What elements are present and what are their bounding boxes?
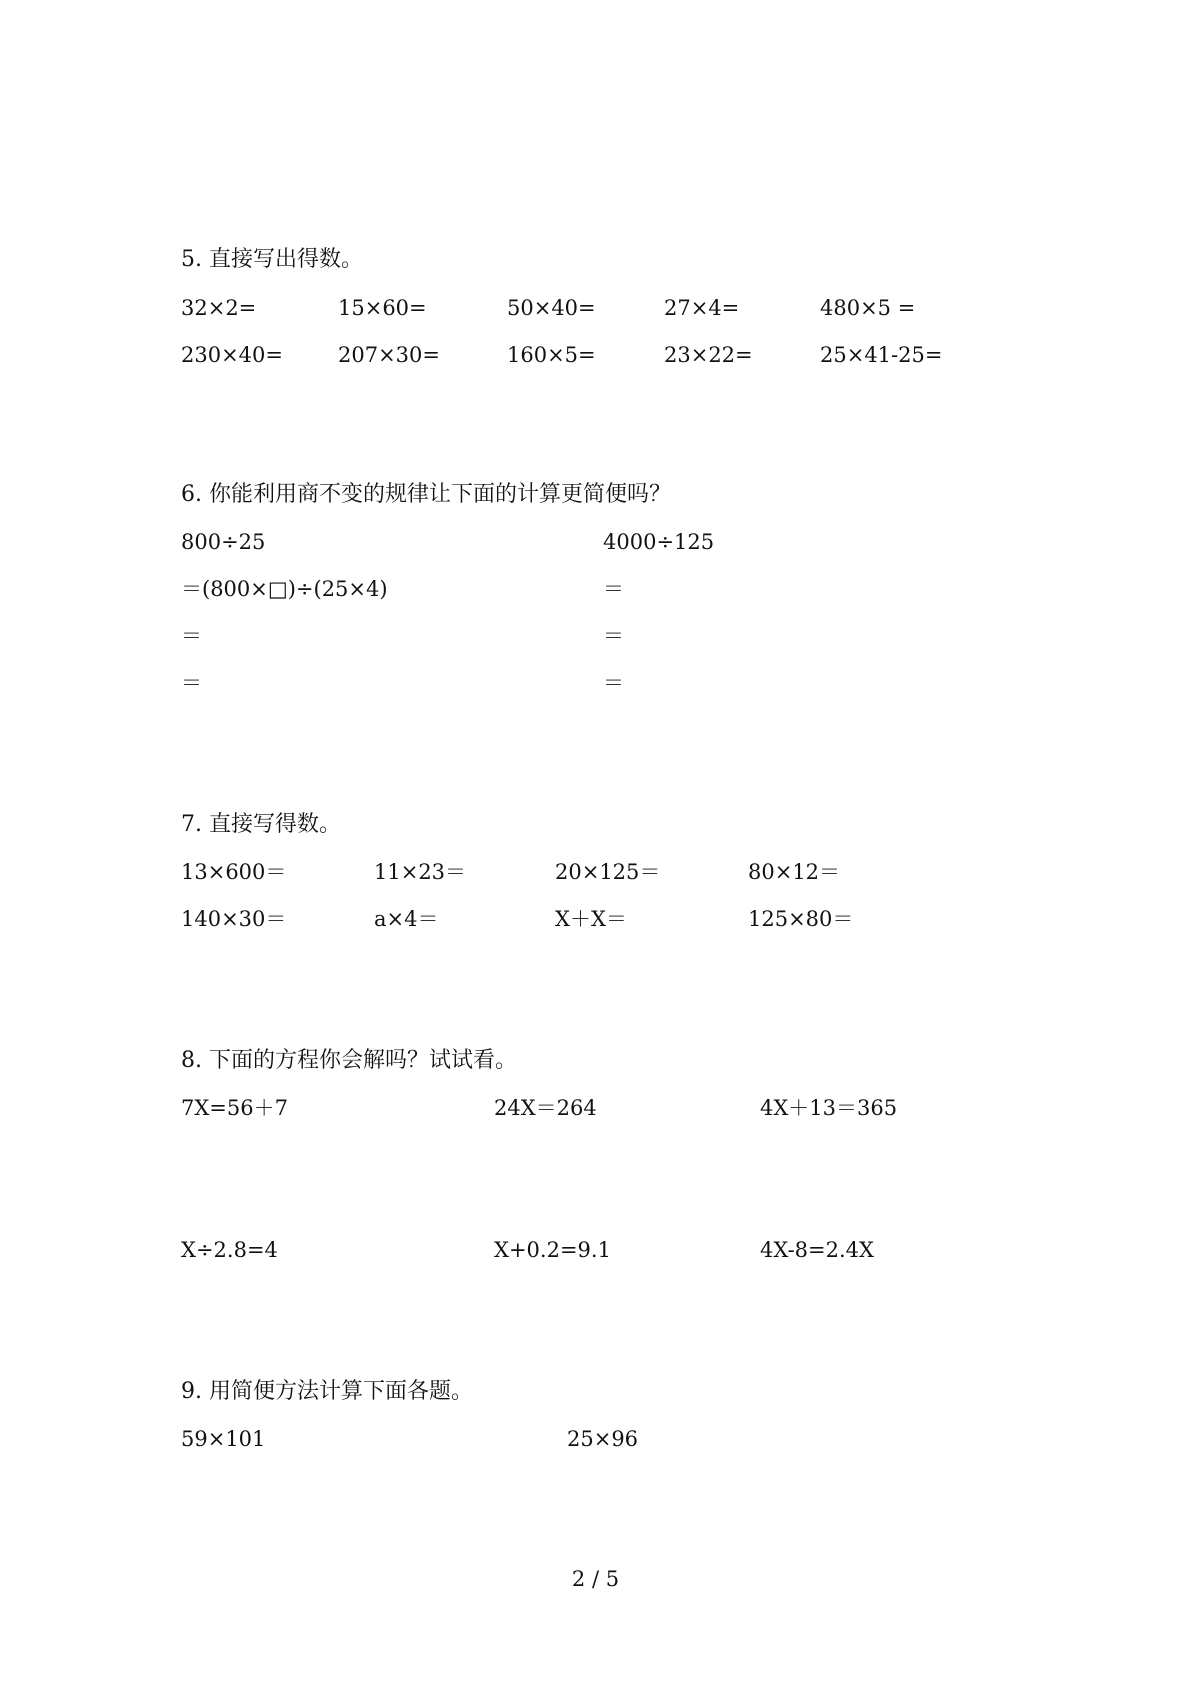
q6-right-step: ＝	[603, 671, 624, 695]
q9-item: 25×96	[567, 1427, 639, 1451]
q5-item: 207×30=	[338, 343, 440, 367]
q8-equation: 7X=56＋7	[181, 1096, 288, 1120]
q6-left-step: 800÷25	[181, 530, 266, 554]
page-number: 2 / 5	[571, 1567, 620, 1591]
q6-left-step: ＝	[181, 671, 202, 695]
q9-item: 59×101	[181, 1427, 266, 1451]
question-5-title: 5. 直接写出得数。	[181, 247, 363, 272]
q6-left-step: ＝	[181, 624, 202, 648]
q7-item: a×4＝	[374, 907, 439, 931]
q7-item: 140×30＝	[181, 907, 287, 931]
q6-right-step: ＝	[603, 577, 624, 601]
q8-equation: 4X-8=2.4X	[760, 1238, 874, 1262]
q5-item: 15×60=	[338, 296, 427, 320]
q5-item: 32×2=	[181, 296, 257, 320]
q7-item: 125×80＝	[748, 907, 854, 931]
q7-item: 11×23＝	[374, 860, 467, 884]
q5-item: 480×5 =	[820, 296, 916, 320]
q6-right-step: ＝	[603, 624, 624, 648]
q8-equation: 4X＋13＝365	[760, 1096, 898, 1120]
question-9-title: 9. 用简便方法计算下面各题。	[181, 1379, 473, 1404]
question-7-title: 7. 直接写得数。	[181, 812, 341, 837]
q5-item: 160×5=	[507, 343, 596, 367]
q5-item: 27×4=	[664, 296, 740, 320]
q7-item: 20×125＝	[555, 860, 661, 884]
q5-item: 23×22=	[664, 343, 753, 367]
q6-left-step: ＝(800×□)÷(25×4)	[181, 577, 388, 601]
q7-item: X＋X＝	[555, 907, 627, 931]
q8-equation: X÷2.8=4	[181, 1238, 278, 1262]
q5-item: 25×41-25=	[820, 343, 943, 367]
q8-equation: X+0.2=9.1	[494, 1238, 611, 1262]
q6-right-step: 4000÷125	[603, 530, 715, 554]
q7-item: 80×12＝	[748, 860, 841, 884]
q5-item: 50×40=	[507, 296, 596, 320]
q5-item: 230×40=	[181, 343, 283, 367]
q8-equation: 24X＝264	[494, 1096, 597, 1120]
question-8-title: 8. 下面的方程你会解吗？试试看。	[181, 1048, 517, 1073]
q7-item: 13×600＝	[181, 860, 287, 884]
question-6-title: 6. 你能利用商不变的规律让下面的计算更简便吗？	[181, 482, 671, 507]
